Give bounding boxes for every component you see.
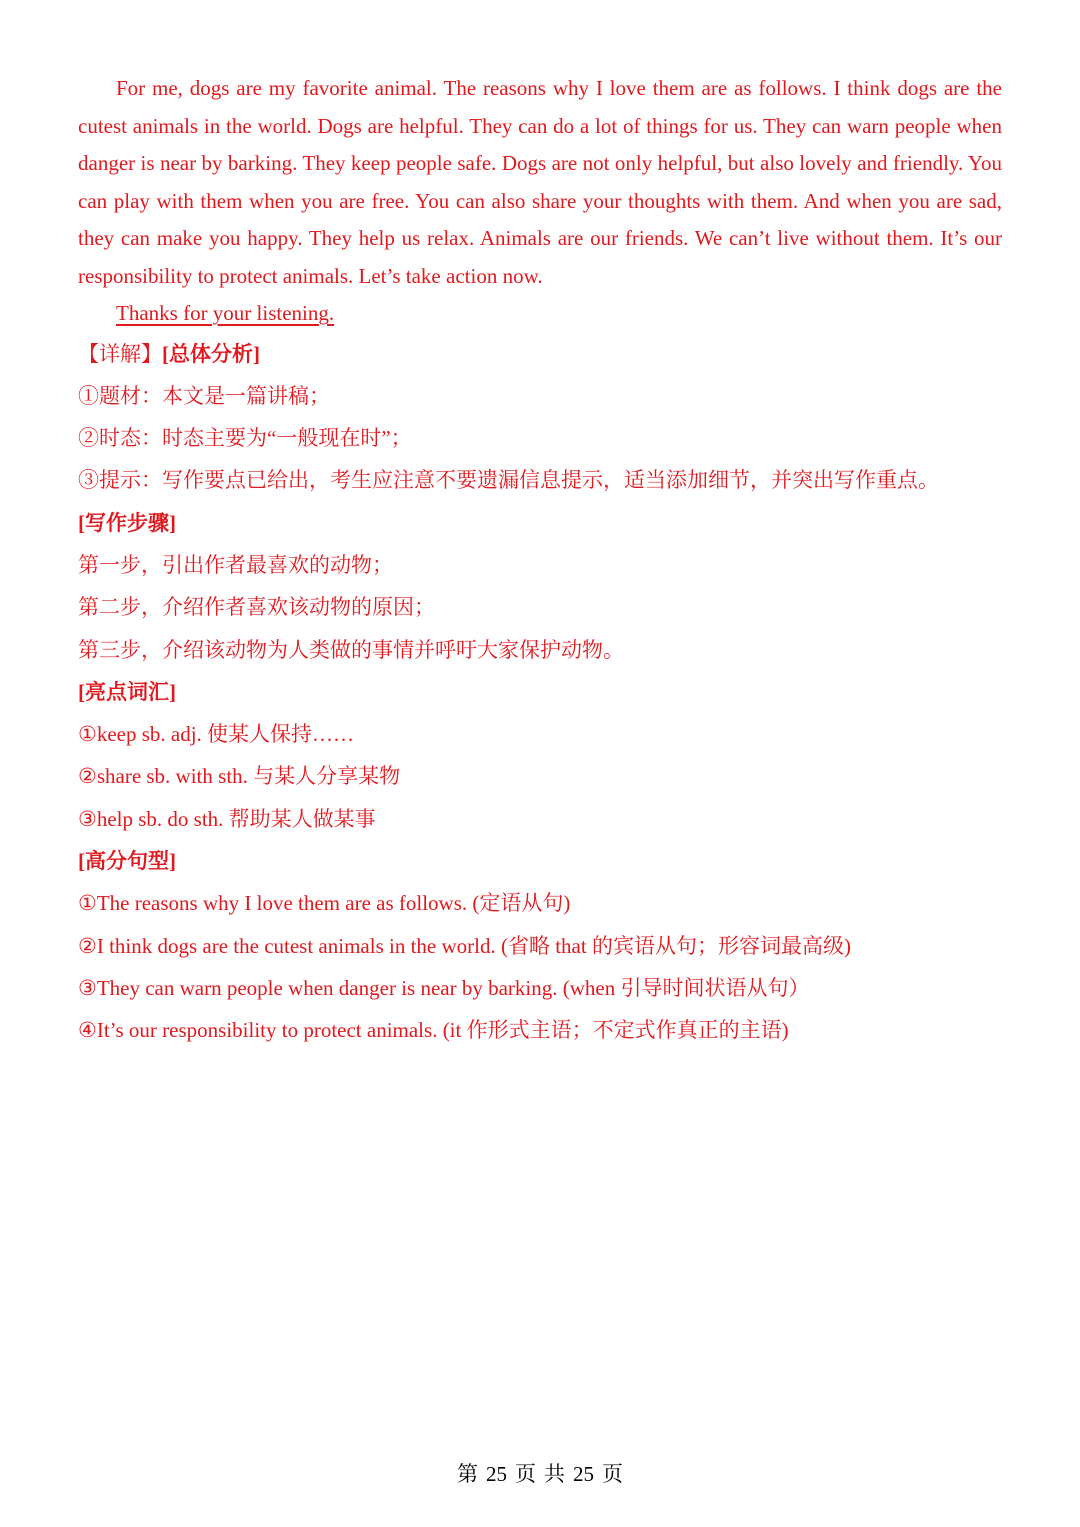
essay-paragraph: For me, dogs are my favorite animal. The reasons why I love them are as follows. I think dogs are the cutest animals in the world. Dogs are helpful. They can do a lot of things for us. They can warn people when danger is near by barking. They keep people safe. Dogs are not only helpful, but also lovely and friendly. You can play with them when you are free. You can also share your thoughts with them. And when you are sad, they can make you happy. They help us relax. Animals are our friends. We can’t live without them. It’s our responsibility to protect animals. Let’s take action now. — [78, 76, 1002, 288]
sentence-item: ②I think dogs are the cutest animals in the world. (省略 that 的宾语从句；形容词最高级) — [78, 933, 851, 958]
sentence-item: ③They can warn people when danger is near by barking. (when 引导时间状语从句） — [78, 975, 810, 1000]
page-footer — [0, 1458, 1080, 1488]
analysis-item: ①题材：本文是一篇讲稿； — [78, 383, 330, 408]
step-item: 第三步，介绍该动物为人类做的事情并呼吁大家保护动物。 — [78, 637, 624, 662]
essay-closing — [78, 295, 1002, 333]
steps-heading: [写作步骤] — [78, 510, 176, 535]
footer-total-word: 共 — [544, 1462, 565, 1486]
detail-label: 【详解】 — [78, 341, 162, 366]
footer-total-unit: 页 — [602, 1462, 623, 1486]
closing-text: Thanks for your listening. — [116, 301, 335, 325]
analysis-item: ②时态：时态主要为“一般现在时”； — [78, 426, 412, 451]
footer-current-page: 25 — [486, 1462, 507, 1486]
answer-content — [78, 70, 1002, 1052]
footer-page-unit: 页 — [515, 1462, 536, 1486]
step-item: 第二步，介绍作者喜欢该动物的原因； — [78, 595, 435, 620]
step-item: 第一步，引出作者最喜欢的动物； — [78, 552, 393, 577]
vocab-heading: [亮点词汇] — [78, 679, 176, 704]
sentences-heading: [高分句型] — [78, 849, 176, 874]
footer-page-word: 第 — [457, 1462, 478, 1486]
vocab-item: ③help sb. do sth. 帮助某人做某事 — [78, 806, 376, 831]
analysis-heading — [78, 333, 1002, 375]
footer-total-pages: 25 — [573, 1462, 594, 1486]
analysis-item: ③提示：写作要点已给出，考生应注意不要遗漏信息提示，适当添加细节，并突出写作重点。 — [78, 468, 939, 493]
sentence-item: ①The reasons why I love them are as follows. (定语从句) — [78, 891, 571, 916]
vocab-item: ①keep sb. adj. 使某人保持…… — [78, 722, 355, 747]
overall-analysis-title: [总体分析] — [162, 341, 260, 366]
vocab-item: ②share sb. with sth. 与某人分享某物 — [78, 764, 401, 789]
sentence-item: ④It’s our responsibility to protect animals. (it 作形式主语；不定式作真正的主语) — [78, 1018, 789, 1043]
